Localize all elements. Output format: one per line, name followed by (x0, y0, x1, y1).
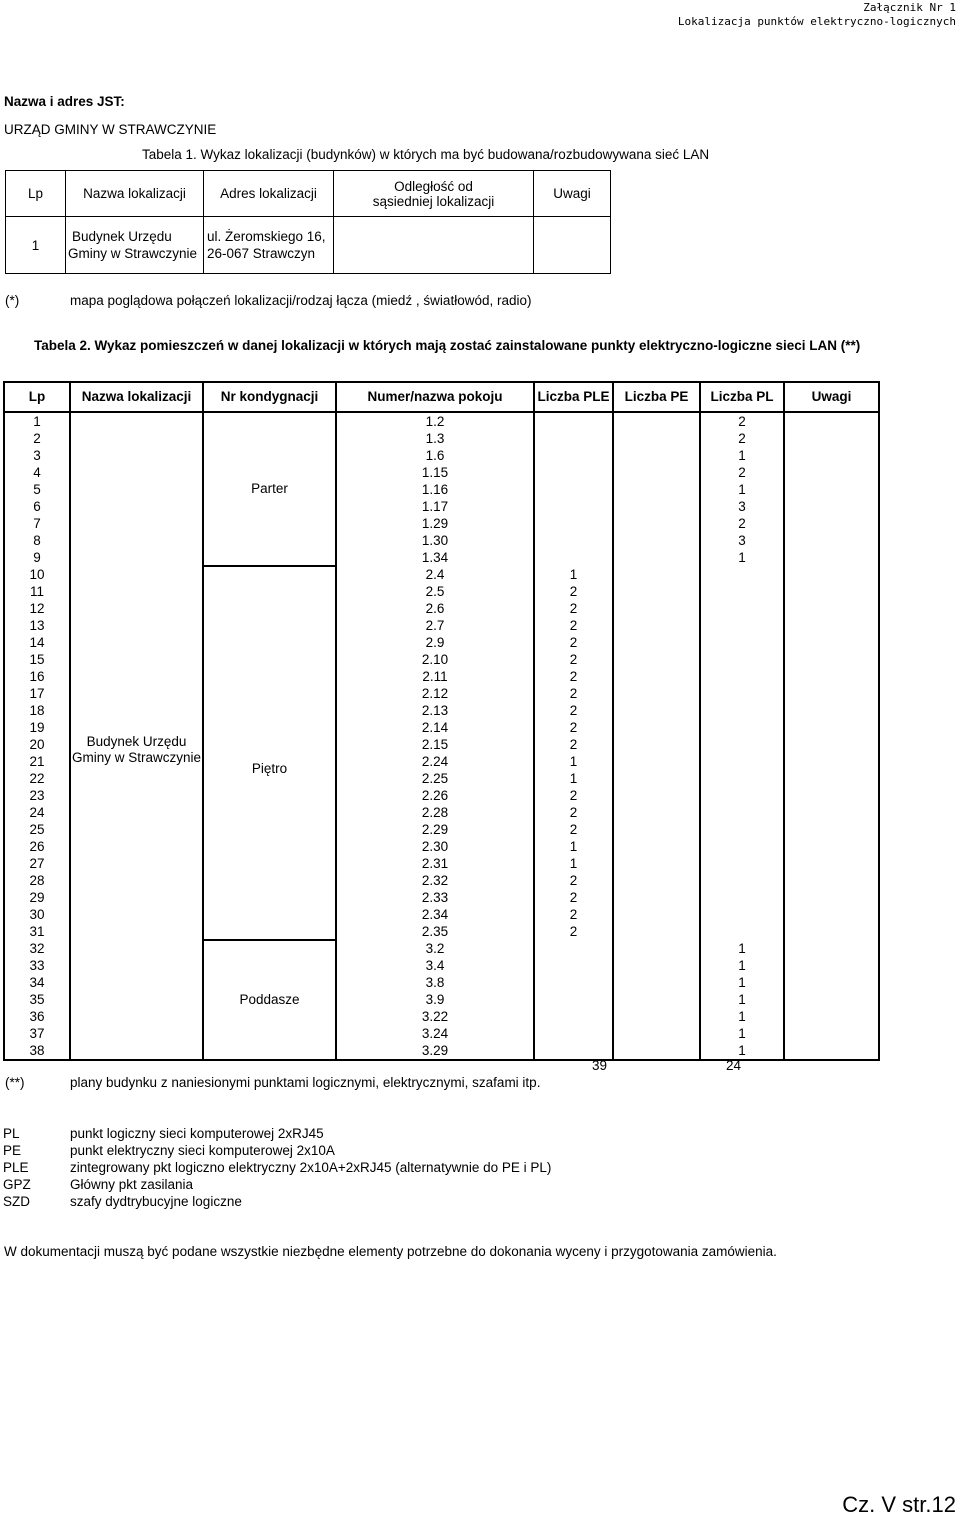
row-notes (784, 412, 879, 430)
row-pl (700, 736, 784, 753)
legend-item (3, 1142, 551, 1159)
row-room: 1.30 (336, 532, 534, 549)
row-lp: 13 (4, 617, 70, 634)
table1-title: Tabela 1. Wykaz lokalizacji (budynków) w których ma być budowana/rozbudowywana sieć LAN (142, 147, 710, 162)
row-ple: 2 (534, 787, 613, 804)
row-room: 2.13 (336, 702, 534, 719)
row-ple: 2 (534, 617, 613, 634)
row-lp: 15 (4, 651, 70, 668)
row-room: 2.24 (336, 753, 534, 770)
row-pe (613, 430, 700, 447)
row-lp: 31 (4, 923, 70, 940)
floor-cell: Piętro (203, 566, 336, 940)
legend-body (3, 1125, 551, 1210)
row-pl (700, 821, 784, 838)
row-notes (784, 430, 879, 447)
table2-header-row (4, 382, 879, 412)
row-pl (700, 889, 784, 906)
total-pl: 24 (726, 1058, 742, 1073)
row-notes (784, 583, 879, 600)
row-lp: 3 (4, 447, 70, 464)
row-pe (613, 821, 700, 838)
table1-cell-name (66, 217, 204, 274)
row-pe (613, 957, 700, 974)
row-room: 3.9 (336, 991, 534, 1008)
row-pe (613, 838, 700, 855)
row-room: 2.14 (336, 719, 534, 736)
row-pl (700, 583, 784, 600)
row-pe (613, 600, 700, 617)
table1-header-distance: Odległość od sąsiedniej lokalizacji (334, 171, 534, 217)
table1-cell-address (204, 217, 334, 274)
row-pl (700, 634, 784, 651)
row-ple: 2 (534, 651, 613, 668)
row-lp: 25 (4, 821, 70, 838)
row-pe (613, 906, 700, 923)
table2-title: Tabela 2. Wykaz pomieszczeń w danej lokalizacji w których mają zostać zainstalowane punkty elektryczno-logiczne sieci LAN (**) (34, 338, 861, 353)
row-lp: 7 (4, 515, 70, 532)
table2-body (4, 412, 879, 1060)
row-notes (784, 566, 879, 583)
row-room: 3.22 (336, 1008, 534, 1025)
row-pl (700, 787, 784, 804)
row-pl (700, 685, 784, 702)
row-pl: 1 (700, 940, 784, 957)
row-lp: 27 (4, 855, 70, 872)
footer-note: W dokumentacji muszą być podane wszystkie niezbędne elementy potrzebne do dokonania wyceny i przygotowania zamówienia. (4, 1244, 777, 1259)
row-ple (534, 1008, 613, 1025)
row-ple (534, 412, 613, 430)
row-notes (784, 651, 879, 668)
row-lp: 26 (4, 838, 70, 855)
row-lp: 37 (4, 1025, 70, 1042)
row-room: 1.3 (336, 430, 534, 447)
row-notes (784, 804, 879, 821)
row-pe (613, 532, 700, 549)
row-pe (613, 464, 700, 481)
row-notes (784, 957, 879, 974)
row-pe (613, 974, 700, 991)
row-lp: 35 (4, 991, 70, 1008)
row-pl (700, 600, 784, 617)
row-pe (613, 719, 700, 736)
row-pe (613, 940, 700, 957)
row-pl: 1 (700, 974, 784, 991)
row-lp: 29 (4, 889, 70, 906)
table1-note-text: mapa poglądowa połączeń lokalizacji/rodzaj łącza (miedź , światłowód, radio) (70, 293, 532, 308)
legend-item (3, 1159, 551, 1176)
row-pe (613, 515, 700, 532)
row-ple: 2 (534, 600, 613, 617)
row-room: 1.6 (336, 447, 534, 464)
row-room: 1.2 (336, 412, 534, 430)
row-ple: 2 (534, 668, 613, 685)
table1-name-line1: Budynek Urzędu (72, 229, 172, 244)
row-pe (613, 583, 700, 600)
table1-address-line1: ul. Żeromskiego 16, (207, 229, 326, 244)
row-room: 2.7 (336, 617, 534, 634)
row-notes (784, 549, 879, 566)
legend-abbr: PL (3, 1126, 20, 1141)
row-lp: 20 (4, 736, 70, 753)
row-room: 2.11 (336, 668, 534, 685)
row-room: 3.29 (336, 1042, 534, 1060)
row-ple: 1 (534, 566, 613, 583)
row-pe (613, 634, 700, 651)
row-room: 2.5 (336, 583, 534, 600)
row-room: 2.34 (336, 906, 534, 923)
row-pe (613, 1008, 700, 1025)
row-notes (784, 753, 879, 770)
row-notes (784, 838, 879, 855)
row-ple: 1 (534, 838, 613, 855)
row-pe (613, 481, 700, 498)
legend-abbr: GPZ (3, 1177, 31, 1192)
row-ple: 1 (534, 855, 613, 872)
row-pe (613, 787, 700, 804)
row-lp: 30 (4, 906, 70, 923)
row-lp: 9 (4, 549, 70, 566)
row-pl (700, 855, 784, 872)
row-notes (784, 498, 879, 515)
row-pe (613, 651, 700, 668)
row-ple: 2 (534, 702, 613, 719)
location-line2: Gminy w Strawczynie (71, 750, 202, 765)
legend-desc: Główny pkt zasilania (70, 1177, 194, 1192)
row-pl (700, 923, 784, 940)
table2-header-pe: Liczba PE (613, 382, 700, 412)
row-ple (534, 1025, 613, 1042)
table-row (4, 412, 879, 430)
row-lp: 32 (4, 940, 70, 957)
table1-note-marker: (*) (5, 293, 20, 308)
row-notes (784, 872, 879, 889)
row-ple: 1 (534, 753, 613, 770)
row-lp: 33 (4, 957, 70, 974)
table2-header-location: Nazwa lokalizacji (70, 382, 203, 412)
row-room: 2.26 (336, 787, 534, 804)
row-lp: 28 (4, 872, 70, 889)
row-ple: 2 (534, 821, 613, 838)
row-pe (613, 447, 700, 464)
legend-desc: punkt elektryczny sieci komputerowej 2x10A (70, 1143, 335, 1158)
row-room: 1.16 (336, 481, 534, 498)
attachment-subtitle: Lokalizacja punktów elektryczno-logicznych (677, 15, 956, 28)
row-lp: 21 (4, 753, 70, 770)
table2-note-text: plany budynku z naniesionymi punktami logicznymi, elektrycznymi, szafami itp. (70, 1075, 541, 1090)
row-pl (700, 838, 784, 855)
row-notes (784, 447, 879, 464)
row-notes (784, 736, 879, 753)
table2-header-lp: Lp (4, 382, 70, 412)
locations-table (5, 170, 611, 274)
row-pe (613, 617, 700, 634)
row-pl: 1 (700, 549, 784, 566)
table1-header-lp: Lp (6, 171, 66, 217)
row-notes (784, 634, 879, 651)
row-notes (784, 719, 879, 736)
row-pe (613, 549, 700, 566)
row-notes (784, 1042, 879, 1060)
floor-cell: Parter (203, 412, 336, 566)
row-lp: 38 (4, 1042, 70, 1060)
row-lp: 4 (4, 464, 70, 481)
row-pl (700, 872, 784, 889)
row-room: 3.8 (336, 974, 534, 991)
row-room: 2.32 (336, 872, 534, 889)
row-pe (613, 991, 700, 1008)
row-notes (784, 1025, 879, 1042)
table2-header-pl: Liczba PL (700, 382, 784, 412)
row-lp: 12 (4, 600, 70, 617)
row-ple (534, 430, 613, 447)
row-notes (784, 821, 879, 838)
row-pe (613, 889, 700, 906)
table1-cell-notes (534, 217, 611, 274)
row-pe (613, 685, 700, 702)
row-pl: 1 (700, 991, 784, 1008)
row-ple: 2 (534, 736, 613, 753)
row-lp: 1 (4, 412, 70, 430)
row-pl: 1 (700, 1042, 784, 1060)
row-pl: 1 (700, 1008, 784, 1025)
row-room: 2.9 (336, 634, 534, 651)
row-ple: 2 (534, 906, 613, 923)
row-room: 3.2 (336, 940, 534, 957)
table2-header-ple: Liczba PLE (534, 382, 613, 412)
attachment-number: Załącznik Nr 1 (863, 1, 956, 14)
legend-item (3, 1125, 551, 1142)
row-pl (700, 906, 784, 923)
row-ple (534, 957, 613, 974)
row-pe (613, 1042, 700, 1060)
row-notes (784, 906, 879, 923)
row-lp: 22 (4, 770, 70, 787)
row-ple: 1 (534, 770, 613, 787)
row-notes (784, 770, 879, 787)
row-pe (613, 1025, 700, 1042)
row-pl: 2 (700, 515, 784, 532)
row-pl: 2 (700, 464, 784, 481)
row-lp: 17 (4, 685, 70, 702)
row-notes (784, 974, 879, 991)
row-room: 3.24 (336, 1025, 534, 1042)
row-ple (534, 974, 613, 991)
row-pe (613, 855, 700, 872)
row-ple: 2 (534, 889, 613, 906)
row-ple (534, 991, 613, 1008)
row-ple: 2 (534, 719, 613, 736)
row-notes (784, 532, 879, 549)
row-ple (534, 464, 613, 481)
row-lp: 24 (4, 804, 70, 821)
row-notes (784, 1008, 879, 1025)
row-pe (613, 412, 700, 430)
row-pe (613, 498, 700, 515)
row-pl: 3 (700, 498, 784, 515)
page-number: Cz. V str.12 (842, 1492, 956, 1517)
row-notes (784, 991, 879, 1008)
row-room: 2.29 (336, 821, 534, 838)
row-ple: 2 (534, 583, 613, 600)
legend-table (3, 1125, 551, 1210)
table1-cell-lp: 1 (6, 217, 66, 274)
rooms-table (3, 381, 880, 1061)
row-room: 1.34 (336, 549, 534, 566)
row-lp: 16 (4, 668, 70, 685)
legend-abbr: PLE (3, 1160, 29, 1175)
table1-header-notes: Uwagi (534, 171, 611, 217)
row-pl (700, 668, 784, 685)
row-pl (700, 770, 784, 787)
row-pe (613, 804, 700, 821)
row-room: 2.25 (336, 770, 534, 787)
row-ple (534, 940, 613, 957)
row-notes (784, 787, 879, 804)
row-lp: 8 (4, 532, 70, 549)
row-notes (784, 668, 879, 685)
location-line1: Budynek Urzędu (86, 734, 187, 749)
row-ple (534, 549, 613, 566)
table2-note-marker: (**) (5, 1075, 25, 1090)
row-room: 2.12 (336, 685, 534, 702)
row-pl: 1 (700, 1025, 784, 1042)
row-pe (613, 770, 700, 787)
floor-cell: Poddasze (203, 940, 336, 1060)
row-lp: 18 (4, 702, 70, 719)
row-notes (784, 889, 879, 906)
jst-label: Nazwa i adres JST: (4, 94, 125, 109)
row-room: 2.15 (336, 736, 534, 753)
row-ple: 2 (534, 923, 613, 940)
row-notes (784, 940, 879, 957)
row-room: 2.28 (336, 804, 534, 821)
row-pe (613, 753, 700, 770)
table2-header-notes: Uwagi (784, 382, 879, 412)
row-notes (784, 600, 879, 617)
legend-abbr: PE (3, 1143, 22, 1158)
row-pe (613, 736, 700, 753)
row-lp: 19 (4, 719, 70, 736)
table1-name-line2: Gminy w Strawczynie (68, 246, 198, 261)
row-pl (700, 651, 784, 668)
row-pl: 1 (700, 481, 784, 498)
row-lp: 34 (4, 974, 70, 991)
legend-item (3, 1193, 551, 1210)
row-room: 1.29 (336, 515, 534, 532)
row-lp: 36 (4, 1008, 70, 1025)
row-notes (784, 464, 879, 481)
row-room: 1.15 (336, 464, 534, 481)
table2-header-room: Numer/nazwa pokoju (336, 382, 534, 412)
row-notes (784, 702, 879, 719)
row-room: 2.35 (336, 923, 534, 940)
row-lp: 10 (4, 566, 70, 583)
row-pl: 1 (700, 447, 784, 464)
row-pe (613, 923, 700, 940)
jst-name: URZĄD GMINY W STRAWCZYNIE (4, 122, 217, 137)
row-room: 2.33 (336, 889, 534, 906)
row-ple: 2 (534, 872, 613, 889)
row-pl (700, 617, 784, 634)
table1-header-name: Nazwa lokalizacji (66, 171, 204, 217)
location-cell (70, 412, 203, 1060)
row-notes (784, 685, 879, 702)
row-room: 1.17 (336, 498, 534, 515)
table1-row (6, 217, 611, 274)
row-pl: 1 (700, 957, 784, 974)
row-room: 3.4 (336, 957, 534, 974)
row-notes (784, 617, 879, 634)
row-pl: 2 (700, 430, 784, 447)
row-pe (613, 702, 700, 719)
row-notes (784, 515, 879, 532)
row-ple: 2 (534, 804, 613, 821)
row-ple (534, 481, 613, 498)
legend-item (3, 1176, 551, 1193)
row-pl: 3 (700, 532, 784, 549)
row-ple (534, 515, 613, 532)
legend-abbr: SZD (3, 1194, 30, 1209)
table1-header-row (6, 171, 611, 217)
row-pe (613, 566, 700, 583)
row-room: 2.31 (336, 855, 534, 872)
row-room: 2.6 (336, 600, 534, 617)
row-pe (613, 668, 700, 685)
row-pl (700, 753, 784, 770)
row-notes (784, 923, 879, 940)
row-pl (700, 719, 784, 736)
row-lp: 11 (4, 583, 70, 600)
legend-desc: zintegrowany pkt logiczno elektryczny 2x10A+2xRJ45 (alternatywnie do PE i PL) (70, 1160, 552, 1175)
row-pl (700, 566, 784, 583)
row-pe (613, 872, 700, 889)
row-lp: 2 (4, 430, 70, 447)
row-notes (784, 855, 879, 872)
row-ple (534, 498, 613, 515)
legend-desc: punkt logiczny sieci komputerowej 2xRJ45 (70, 1126, 324, 1141)
row-pl (700, 702, 784, 719)
row-room: 2.4 (336, 566, 534, 583)
row-ple: 2 (534, 685, 613, 702)
row-room: 2.30 (336, 838, 534, 855)
row-ple: 2 (534, 634, 613, 651)
table2-header-floor: Nr kondygnacji (203, 382, 336, 412)
row-room: 2.10 (336, 651, 534, 668)
row-pl: 2 (700, 412, 784, 430)
row-ple (534, 532, 613, 549)
row-lp: 5 (4, 481, 70, 498)
row-lp: 14 (4, 634, 70, 651)
total-ple: 39 (592, 1058, 608, 1073)
row-notes (784, 481, 879, 498)
legend-desc: szafy dydtrybucyjne logiczne (70, 1194, 242, 1209)
row-pl (700, 804, 784, 821)
table1-header-address: Adres lokalizacji (204, 171, 334, 217)
table1-cell-distance (334, 217, 534, 274)
table1-address-line2: 26-067 Strawczyn (207, 246, 316, 261)
row-lp: 6 (4, 498, 70, 515)
row-lp: 23 (4, 787, 70, 804)
row-ple (534, 447, 613, 464)
